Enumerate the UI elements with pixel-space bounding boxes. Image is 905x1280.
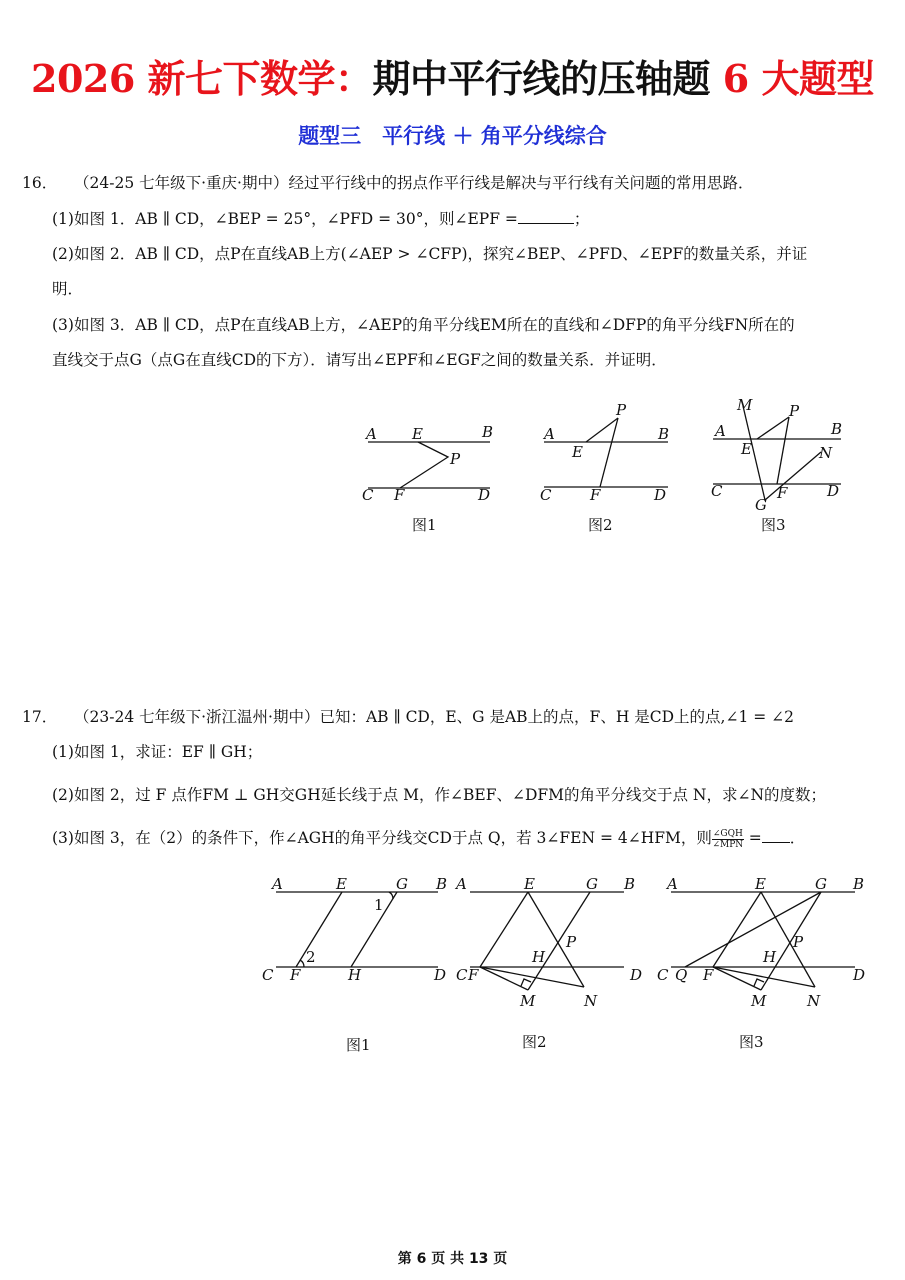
title-red-1: 2026 新七下数学： bbox=[31, 56, 373, 101]
q16-figure-2 bbox=[538, 400, 678, 540]
figure-caption: 图3 bbox=[739, 1033, 764, 1051]
title-black: 期中平行线的压轴题 bbox=[372, 56, 723, 101]
label-d: D bbox=[853, 966, 866, 984]
label-n: N bbox=[584, 992, 598, 1010]
label-p: P bbox=[789, 402, 800, 420]
label-m: M bbox=[737, 396, 753, 414]
segment-ef bbox=[480, 892, 528, 967]
label-q: Q bbox=[675, 966, 688, 984]
line-fn bbox=[765, 452, 821, 500]
label-a: A bbox=[272, 875, 283, 893]
label-f: F bbox=[468, 966, 479, 984]
right-angle-mark bbox=[521, 979, 531, 986]
label-p: P bbox=[566, 933, 577, 951]
label-m: M bbox=[520, 992, 536, 1010]
page-title bbox=[0, 48, 905, 103]
label-e: E bbox=[572, 443, 583, 461]
q17-part3: (3)如图 3，在（2）的条件下，作∠AGH的角平分线交CD于点 Q，若 3∠FEN = 4∠HFM，则 bbox=[52, 829, 712, 847]
line-gq bbox=[685, 892, 821, 967]
q17-part2-line: (2)如图 2，过 F 点作FM ⊥ GH交GH延长线于点 M，作∠BEF、∠DFM的角平分线交于点 N，求∠N的度数； bbox=[52, 786, 827, 804]
q16-part2-line-a: (2)如图 2．AB ∥ CD，点P在直线AB上方(∠AEP > ∠CFP)，探究∠BEP、∠PFD、∠EPF的数量关系，并证 bbox=[52, 245, 808, 263]
figure-caption: 图1 bbox=[346, 1036, 371, 1054]
angle-2-arc bbox=[300, 960, 304, 967]
q17-answer-blank[interactable] bbox=[762, 828, 790, 843]
q16-part1: (1)如图 1．AB ∥ CD，∠BEP = 25°，∠PFD = 30°，则∠EPF = bbox=[52, 210, 518, 228]
label-d: D bbox=[434, 966, 447, 984]
label-a: A bbox=[366, 425, 377, 443]
title-red-2: 6 大题型 bbox=[722, 56, 874, 101]
q17-stem-line bbox=[22, 705, 794, 727]
label-m: M bbox=[751, 992, 767, 1010]
label-d: D bbox=[654, 486, 667, 504]
q16-stem: （24-25 七年级下·重庆·期中）经过平行线中的拐点作平行线是解决与平行线有关问题的常用思路． bbox=[74, 174, 754, 192]
q16-figure-1 bbox=[360, 420, 500, 540]
label-e: E bbox=[755, 875, 766, 893]
page-footer: 第 6 页 共 13 页 bbox=[397, 1251, 508, 1267]
label-a: A bbox=[715, 422, 726, 440]
label-g: G bbox=[755, 496, 767, 514]
label-d: D bbox=[478, 486, 491, 504]
label-angle-1: 1 bbox=[374, 896, 384, 914]
label-e: E bbox=[524, 875, 535, 893]
right-angle-mark bbox=[754, 979, 764, 986]
label-b: B bbox=[624, 875, 636, 893]
section-subtitle: 题型三 平行线 ＋ 角平分线综合 bbox=[298, 124, 607, 148]
label-a: A bbox=[456, 875, 467, 893]
segment-ef bbox=[296, 892, 342, 967]
label-f: F bbox=[777, 484, 788, 502]
fraction-denominator: ∠MPN bbox=[712, 839, 744, 850]
label-p: P bbox=[616, 401, 627, 419]
equals-sign: = bbox=[748, 829, 762, 847]
q17-number: 17． bbox=[22, 708, 58, 726]
ratio-fraction bbox=[712, 829, 744, 850]
q16-stem-line bbox=[22, 171, 753, 193]
q16-number: 16． bbox=[22, 174, 58, 192]
label-g: G bbox=[586, 875, 598, 893]
q16-part1-end: ； bbox=[573, 210, 590, 228]
label-c: C bbox=[711, 482, 723, 500]
figure-caption: 图1 bbox=[412, 516, 437, 534]
figure-caption: 图2 bbox=[522, 1033, 547, 1051]
label-e: E bbox=[336, 875, 347, 893]
label-a: A bbox=[667, 875, 678, 893]
q17-part1-line: (1)如图 1，求证：EF ∥ GH； bbox=[52, 743, 263, 761]
q17-figure-2 bbox=[454, 872, 649, 1057]
label-f: F bbox=[394, 486, 405, 504]
label-b: B bbox=[831, 420, 843, 438]
label-c: C bbox=[456, 966, 468, 984]
label-d: D bbox=[630, 966, 643, 984]
segment-fm bbox=[713, 967, 761, 990]
label-angle-2: 2 bbox=[306, 948, 316, 966]
label-e: E bbox=[741, 440, 752, 458]
line-en bbox=[761, 892, 815, 987]
label-n: N bbox=[807, 992, 821, 1010]
label-p: P bbox=[793, 933, 804, 951]
q17-part3-end: ． bbox=[789, 829, 806, 847]
label-f: F bbox=[590, 486, 601, 504]
q17-figure-1 bbox=[262, 872, 452, 1057]
q17-figure-3 bbox=[655, 872, 870, 1057]
broken-line-epf bbox=[400, 442, 448, 488]
label-h: H bbox=[763, 948, 777, 966]
label-f: F bbox=[290, 966, 301, 984]
label-b: B bbox=[853, 875, 865, 893]
q16-part1-line bbox=[52, 207, 589, 229]
label-n: N bbox=[819, 444, 833, 462]
q17-part3-line bbox=[52, 826, 805, 850]
angle-1-arc bbox=[389, 892, 393, 899]
q16-part2-line-b: 明． bbox=[52, 280, 84, 298]
q16-figure-3 bbox=[705, 392, 855, 542]
segment-fm bbox=[480, 967, 528, 990]
label-c: C bbox=[657, 966, 669, 984]
q16-part3-line-b: 直线交于点G（点G在直线CD的下方）．请写出∠EPF和∠EGF之间的数量关系．并证明． bbox=[52, 351, 667, 369]
label-g: G bbox=[815, 875, 827, 893]
segment-pf bbox=[777, 417, 789, 484]
label-h: H bbox=[532, 948, 546, 966]
q17-stem: （23-24 七年级下·浙江温州·期中）已知：AB ∥ CD，E、G 是AB上的点，F、H 是CD上的点,∠1 = ∠2 bbox=[74, 708, 795, 726]
segment-ep bbox=[757, 417, 789, 439]
label-b: B bbox=[658, 425, 670, 443]
figure-caption: 图3 bbox=[761, 516, 786, 534]
q16-part3-line-a: (3)如图 3．AB ∥ CD，点P在直线AB上方，∠AEP的角平分线EM所在的直线和∠DFP的角平分线FN所在的 bbox=[52, 316, 795, 334]
q16-answer-blank[interactable] bbox=[518, 209, 574, 224]
label-g: G bbox=[396, 875, 408, 893]
segment-pf bbox=[600, 418, 618, 487]
label-f: F bbox=[703, 966, 714, 984]
label-b: B bbox=[482, 423, 494, 441]
label-d: D bbox=[827, 482, 840, 500]
label-c: C bbox=[262, 966, 274, 984]
label-b: B bbox=[436, 875, 448, 893]
label-p: P bbox=[450, 450, 461, 468]
label-e: E bbox=[412, 425, 423, 443]
label-c: C bbox=[540, 486, 552, 504]
fraction-numerator: ∠GQH bbox=[712, 828, 743, 839]
label-c: C bbox=[362, 486, 374, 504]
figure-caption: 图2 bbox=[588, 516, 613, 534]
label-a: A bbox=[544, 425, 555, 443]
label-h: H bbox=[348, 966, 362, 984]
